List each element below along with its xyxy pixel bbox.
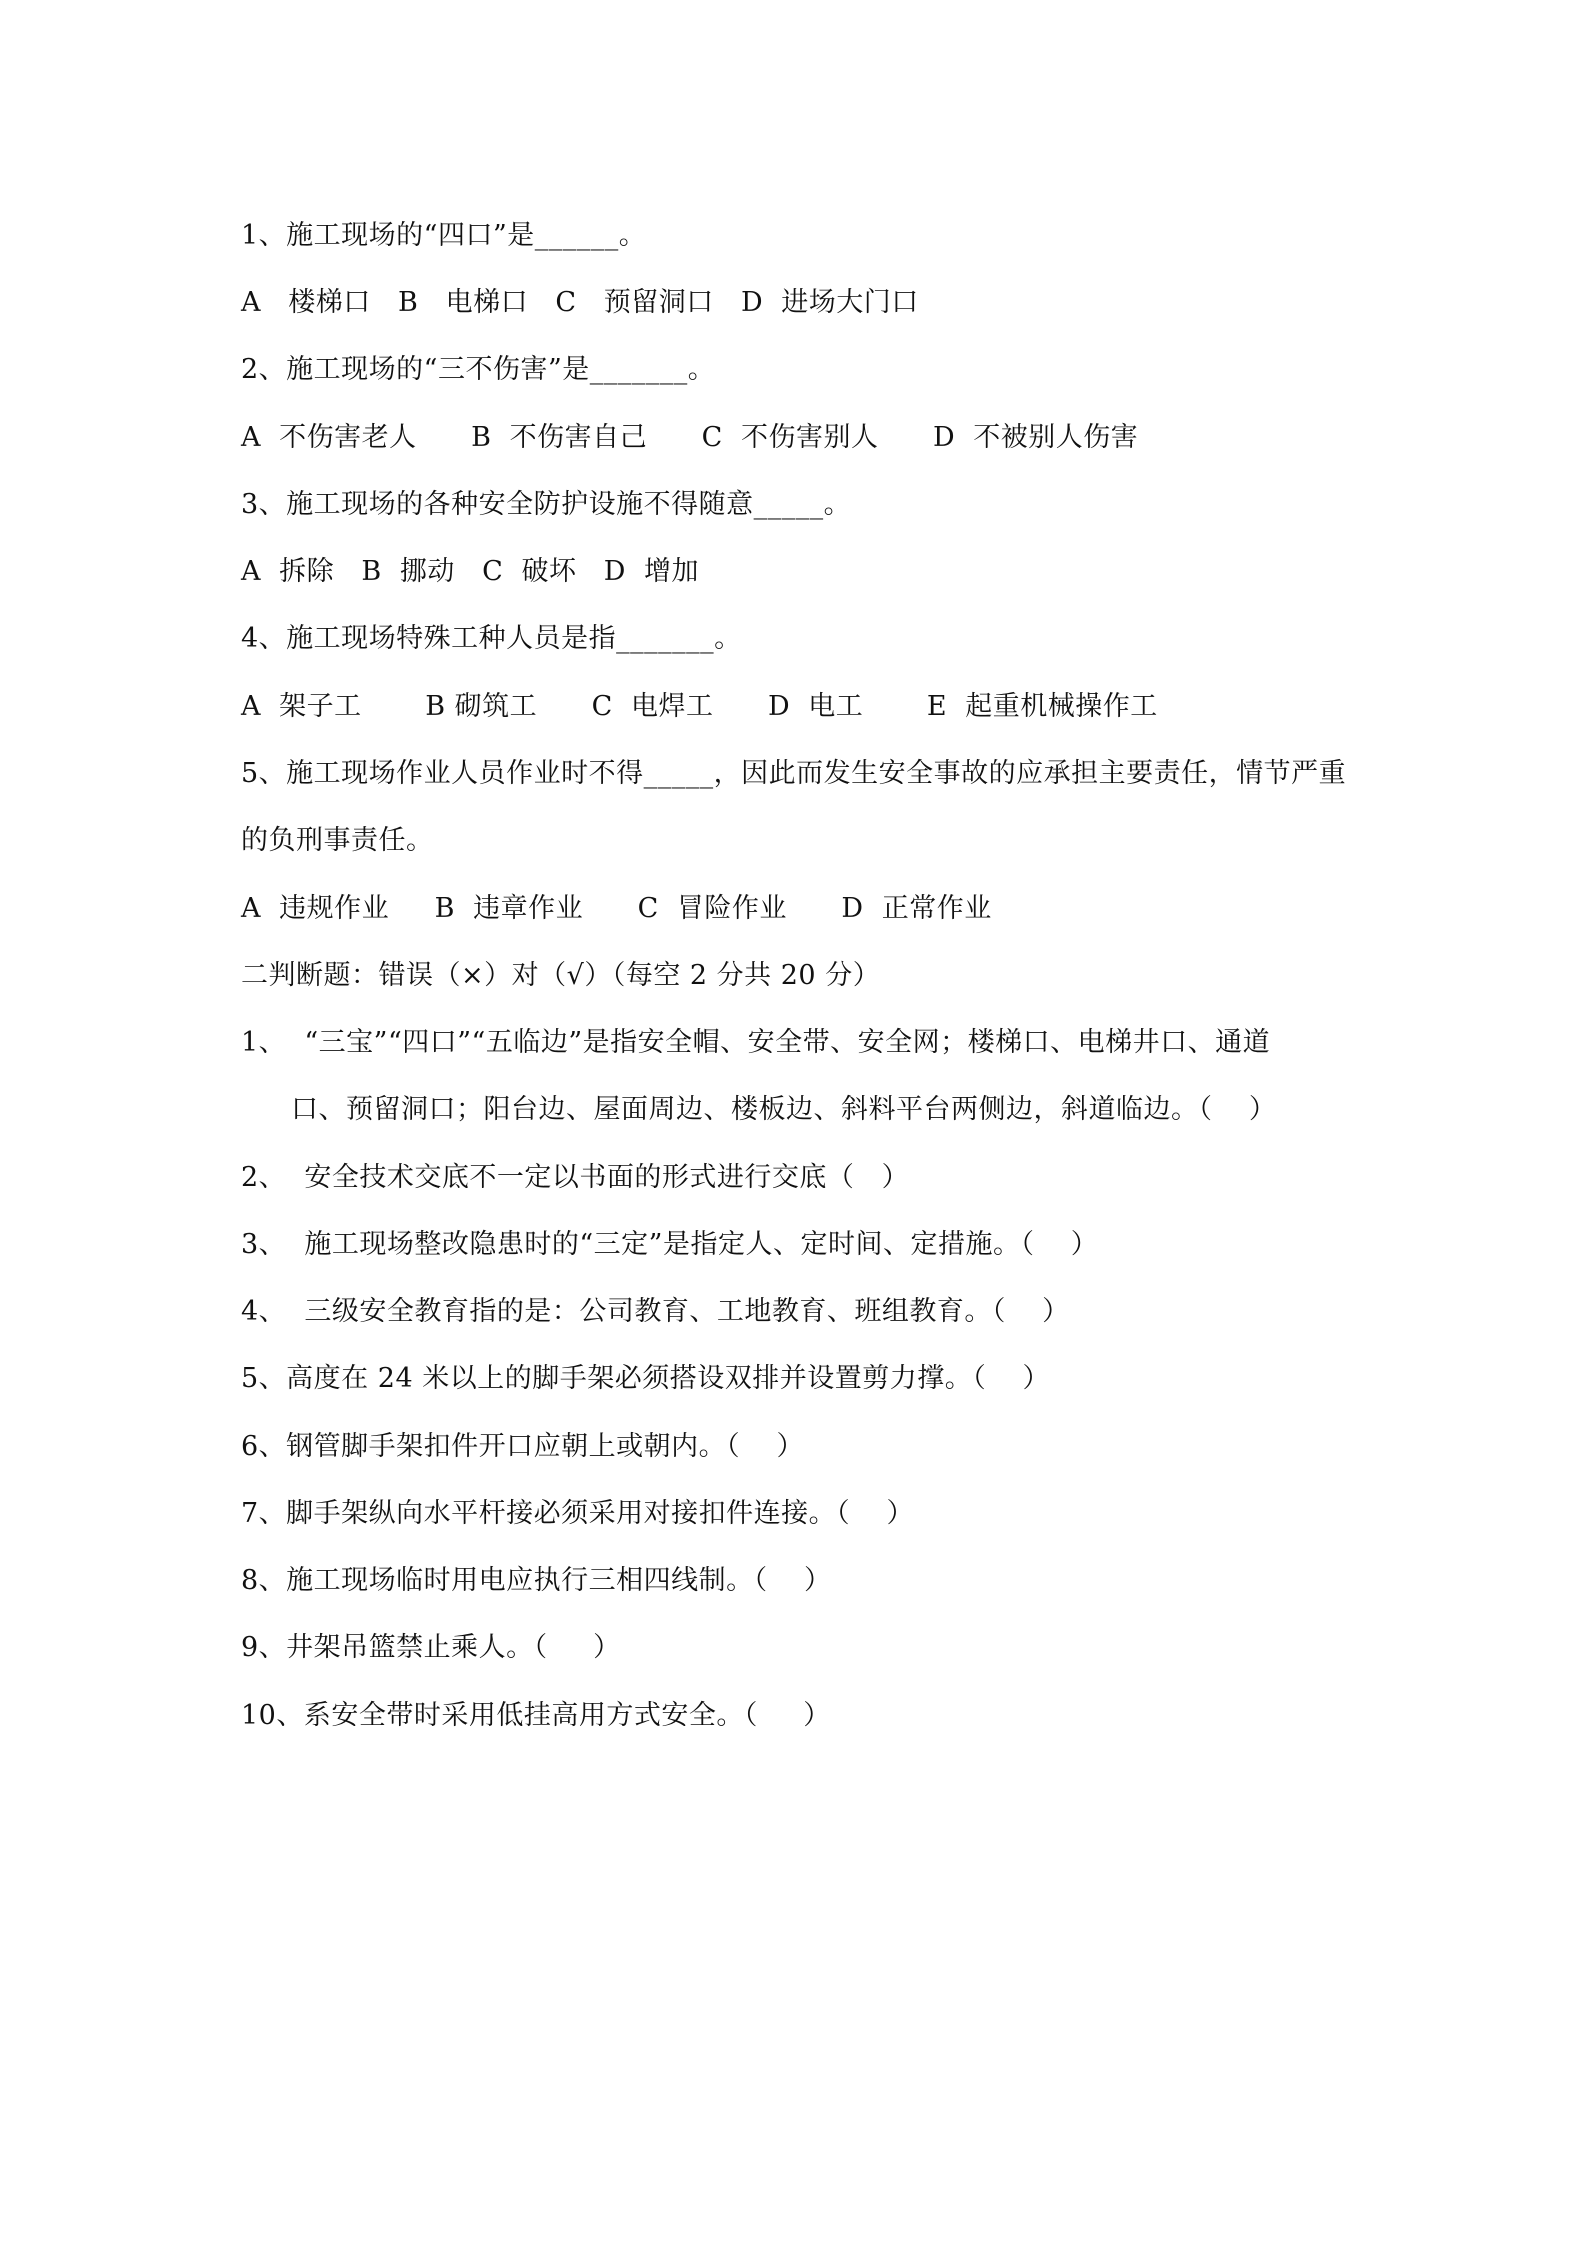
question-3: 3、施工现场的各种安全防护设施不得随意_____。 xyxy=(241,489,852,520)
question-4-options: A 架子工 B 砌筑工 C 电焊工 D 电工 E 起重机械操作工 xyxy=(241,691,1158,722)
tf-item-10: 10、系安全带时采用低挂高用方式安全。（ ） xyxy=(241,1700,831,1731)
tf-item-7: 7、脚手架纵向水平杆接必须采用对接扣件连接。（ ） xyxy=(241,1498,915,1529)
question-4: 4、施工现场特殊工种人员是指_______。 xyxy=(241,623,742,654)
tf-item-3: 3、 施工现场整改隐患时的“三定”是指定人、定时间、定措施。（ ） xyxy=(241,1229,1099,1260)
question-1-options: A 楼梯口 B 电梯口 C 预留洞口 D 进场大门口 xyxy=(241,287,919,318)
question-5-options: A 违规作业 B 违章作业 C 冒险作业 D 正常作业 xyxy=(241,893,992,924)
question-2: 2、施工现场的“三不伤害”是_______。 xyxy=(241,354,716,385)
tf-item-1-line-2: 口、预留洞口；阳台边、屋面周边、楼板边、斜料平台两侧边，斜道临边。（ ） xyxy=(291,1094,1277,1125)
tf-item-2: 2、 安全技术交底不一定以书面的形式进行交底（ ） xyxy=(241,1162,910,1193)
question-3-options: A 拆除 B 挪动 C 破坏 D 增加 xyxy=(241,556,700,587)
tf-item-9: 9、井架吊篮禁止乘人。（ ） xyxy=(241,1632,621,1663)
tf-item-6: 6、钢管脚手架扣件开口应朝上或朝内。（ ） xyxy=(241,1431,805,1462)
tf-item-8: 8、施工现场临时用电应执行三相四线制。（ ） xyxy=(241,1565,832,1596)
tf-item-1-line-1: 1、 “三宝”“四口”“五临边”是指安全帽、安全带、安全网；楼梯口、电梯井口、通道 xyxy=(241,1027,1271,1058)
section-header: 二判断题：错误（×）对（√）（每空 2 分共 20 分） xyxy=(241,960,881,991)
question-5-line-2: 的负刑事责任。 xyxy=(241,825,434,856)
tf-item-5: 5、高度在 24 米以上的脚手架必须搭设双排并设置剪力撑。（ ） xyxy=(241,1363,1051,1394)
tf-item-4: 4、 三级安全教育指的是：公司教育、工地教育、班组教育。（ ） xyxy=(241,1296,1070,1327)
question-2-options: A 不伤害老人 B 不伤害自己 C 不伤害别人 D 不被别人伤害 xyxy=(241,422,1139,453)
question-5-line-1: 5、施工现场作业人员作业时不得_____，因此而发生安全事故的应承担主要责任，情节严重 xyxy=(241,758,1347,789)
question-1: 1、施工现场的“四口”是______。 xyxy=(241,220,647,251)
